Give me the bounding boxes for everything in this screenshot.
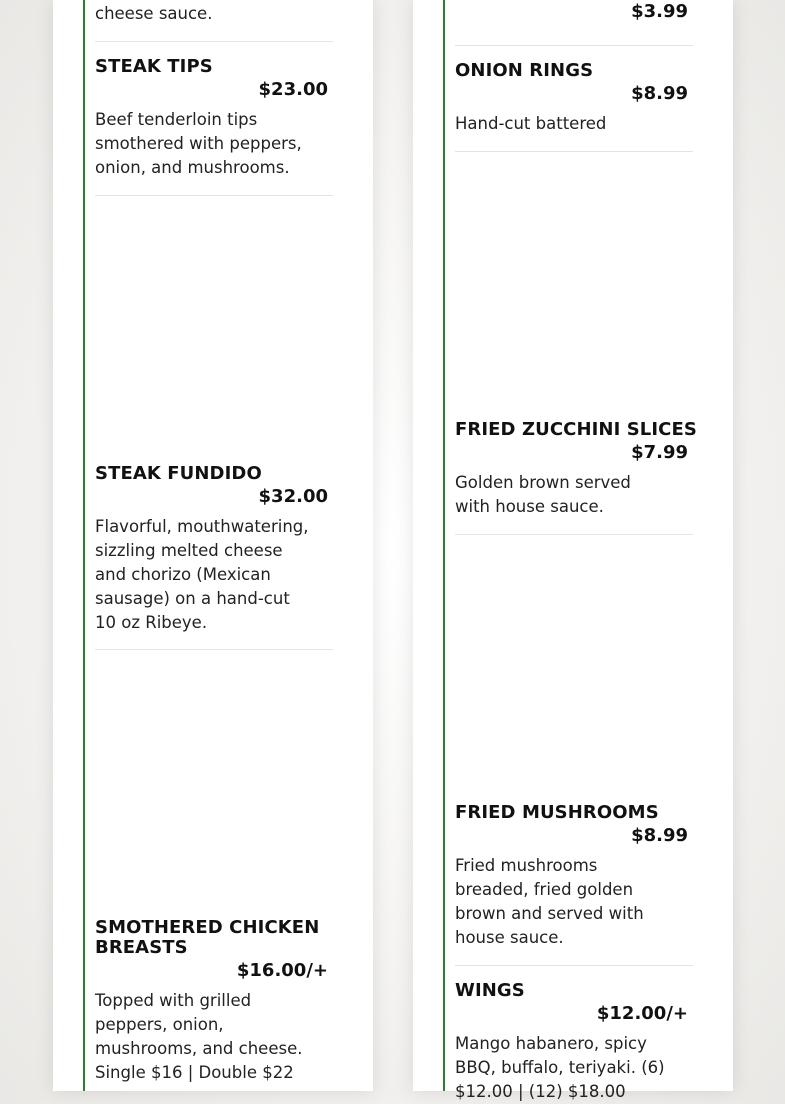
desc-line: Topped with grilled [95, 991, 252, 1010]
desc-line: smothered with peppers, [95, 134, 302, 153]
desc-line: 10 oz Ribeye. [95, 613, 208, 632]
item-divider [455, 151, 693, 152]
menu-item-price: $23.00 [258, 79, 328, 100]
menu-item-title: STEAK FUNDIDO [95, 463, 262, 484]
item-divider [95, 649, 333, 650]
title-line: BREASTS [95, 937, 188, 958]
menu-item-price: $8.99 [631, 83, 688, 104]
menu-item-desc [455, 471, 695, 519]
menu-item-desc [455, 854, 695, 950]
menu-item-title: FRIED MUSHROOMS [455, 802, 659, 823]
desc-line: BBQ, buffalo, teriyaki. (6) [455, 1058, 665, 1077]
item-divider [455, 534, 693, 535]
desc-line: house sauce. [455, 928, 564, 947]
item-divider [95, 41, 333, 42]
desc-line: Mango habanero, spicy [455, 1034, 647, 1053]
desc-line: breaded, fried golden [455, 880, 634, 899]
desc-line: and chorizo (Mexican [95, 565, 271, 584]
item-divider [455, 965, 693, 966]
desc-line: $12.00 | (12) $18.00 [455, 1082, 626, 1101]
title-line: SMOTHERED CHICKEN [95, 917, 320, 938]
menu-column-left [53, 0, 373, 1091]
menu-item-price: $7.99 [631, 442, 688, 463]
menu-item-title: ONION RINGS [455, 60, 594, 81]
desc-line: onion, and mushrooms. [95, 158, 290, 177]
item-divider [455, 45, 693, 46]
menu-item-price: $32.00 [258, 486, 328, 507]
accent-rule [83, 0, 85, 1091]
desc-line: Flavorful, mouthwatering, [95, 517, 309, 536]
desc-line: brown and served with [455, 904, 644, 923]
menu-item-price: $12.00/+ [596, 1003, 688, 1024]
menu-item-title [95, 918, 319, 958]
menu-column-right [413, 0, 733, 1101]
desc-line: with house sauce. [455, 497, 604, 516]
menu-item-desc [455, 1032, 705, 1104]
desc-line: Fried mushrooms [455, 856, 598, 875]
desc-line: Golden brown served [455, 473, 631, 492]
desc-line: mushrooms, and cheese. [95, 1039, 303, 1058]
menu-item-price: $16.00/+ [236, 960, 328, 981]
menu-item-price: $8.99 [631, 825, 688, 846]
desc-line: Beef tenderloin tips [95, 110, 258, 129]
desc-line: Hand-cut battered [455, 114, 607, 133]
desc-line: peppers, onion, [95, 1015, 224, 1034]
menu-item-title: STEAK TIPS [95, 56, 213, 77]
item-divider [95, 195, 333, 196]
desc-line: cheese sauce. [95, 4, 213, 23]
menu-item-title: FRIED ZUCCHINI SLICES [455, 419, 697, 440]
menu-item-desc [95, 989, 335, 1085]
accent-rule [443, 0, 445, 1091]
desc-line: sausage) on a hand-cut [95, 589, 290, 608]
menu-item-price: $3.99 [631, 1, 688, 22]
menu-item-desc [95, 2, 335, 26]
desc-line: Single $16 | Double $22 [95, 1063, 294, 1082]
menu-item-desc [455, 112, 695, 136]
desc-line: sizzling melted cheese [95, 541, 283, 560]
menu-item-title: WINGS [455, 980, 525, 1001]
menu-item-desc [95, 108, 335, 180]
menu-item-desc [95, 515, 335, 635]
